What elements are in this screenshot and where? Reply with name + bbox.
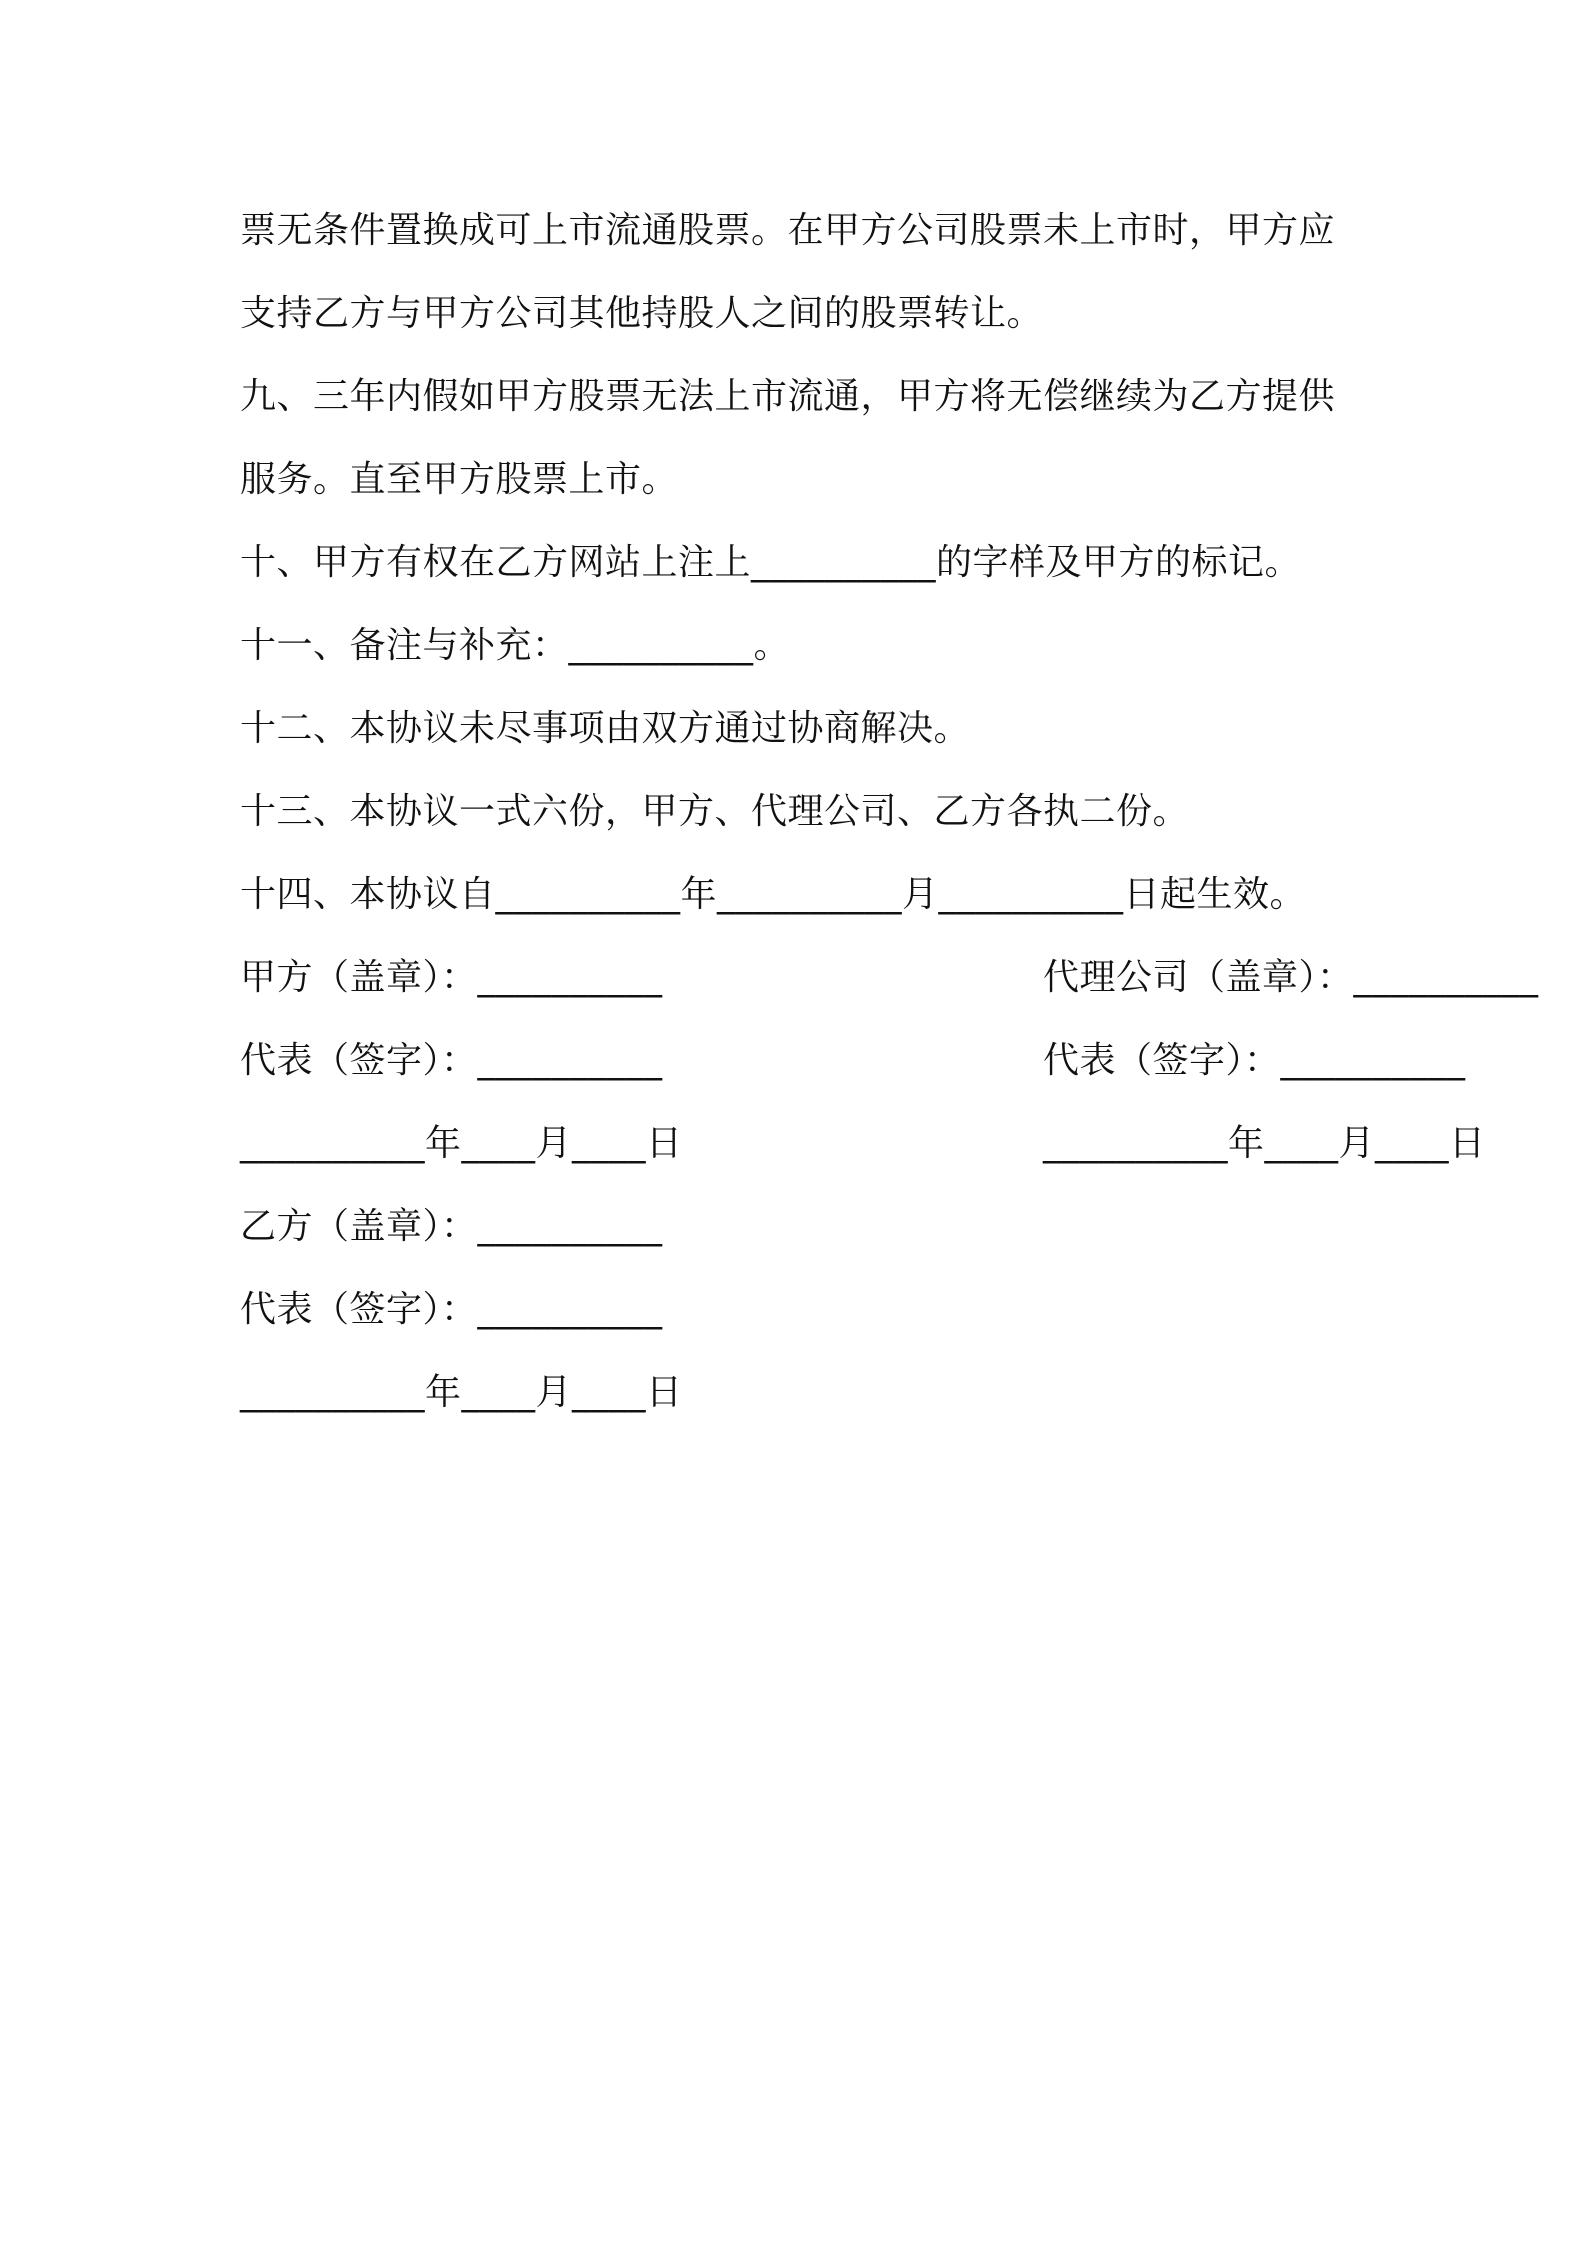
signature-row-date (240, 1120, 1486, 1168)
party-a-date-field: __________年____月____日 (240, 1123, 683, 1164)
agent-seal-field: 代理公司（盖章）：__________ (1043, 957, 1539, 998)
clause-9-line-1: 九、三年内假如甲方股票无法上市流通，甲方将无偿继续为乙方提供 (240, 376, 1336, 417)
agent-date-field: __________年____月____日 (1043, 1123, 1486, 1164)
clause-12: 十二、本协议未尽事项由双方通过协商解决。 (240, 708, 971, 749)
party-b-date-field: __________年____月____日 (240, 1372, 683, 1413)
clause-8-continued-line-2: 支持乙方与甲方公司其他持股人之间的股票转让。 (240, 293, 1044, 334)
signature-row-seal (240, 954, 1539, 1002)
clause-9-line-2: 服务。直至甲方股票上市。 (240, 459, 679, 500)
agent-representative-field: 代表（签字）：__________ (1043, 1040, 1466, 1081)
clause-11: 十一、备注与补充：__________。 (240, 625, 791, 666)
clause-8-continued-line-1: 票无条件置换成可上市流通股票。在甲方公司股票未上市时，甲方应 (240, 210, 1336, 251)
party-a-seal-field: 甲方（盖章）：__________ (240, 957, 663, 998)
party-b-representative-field: 代表（签字）：__________ (240, 1289, 663, 1330)
party-a-representative-field: 代表（签字）：__________ (240, 1040, 663, 1081)
clause-13: 十三、本协议一式六份，甲方、代理公司、乙方各执二份。 (240, 791, 1190, 832)
clause-10: 十、甲方有权在乙方网站上注上__________的字样及甲方的标记。 (240, 542, 1302, 583)
clause-14: 十四、本协议自__________年__________月__________日起生效。 (240, 874, 1307, 915)
party-b-seal-field: 乙方（盖章）：__________ (240, 1206, 663, 1247)
signature-row-representative (240, 1037, 1466, 1085)
